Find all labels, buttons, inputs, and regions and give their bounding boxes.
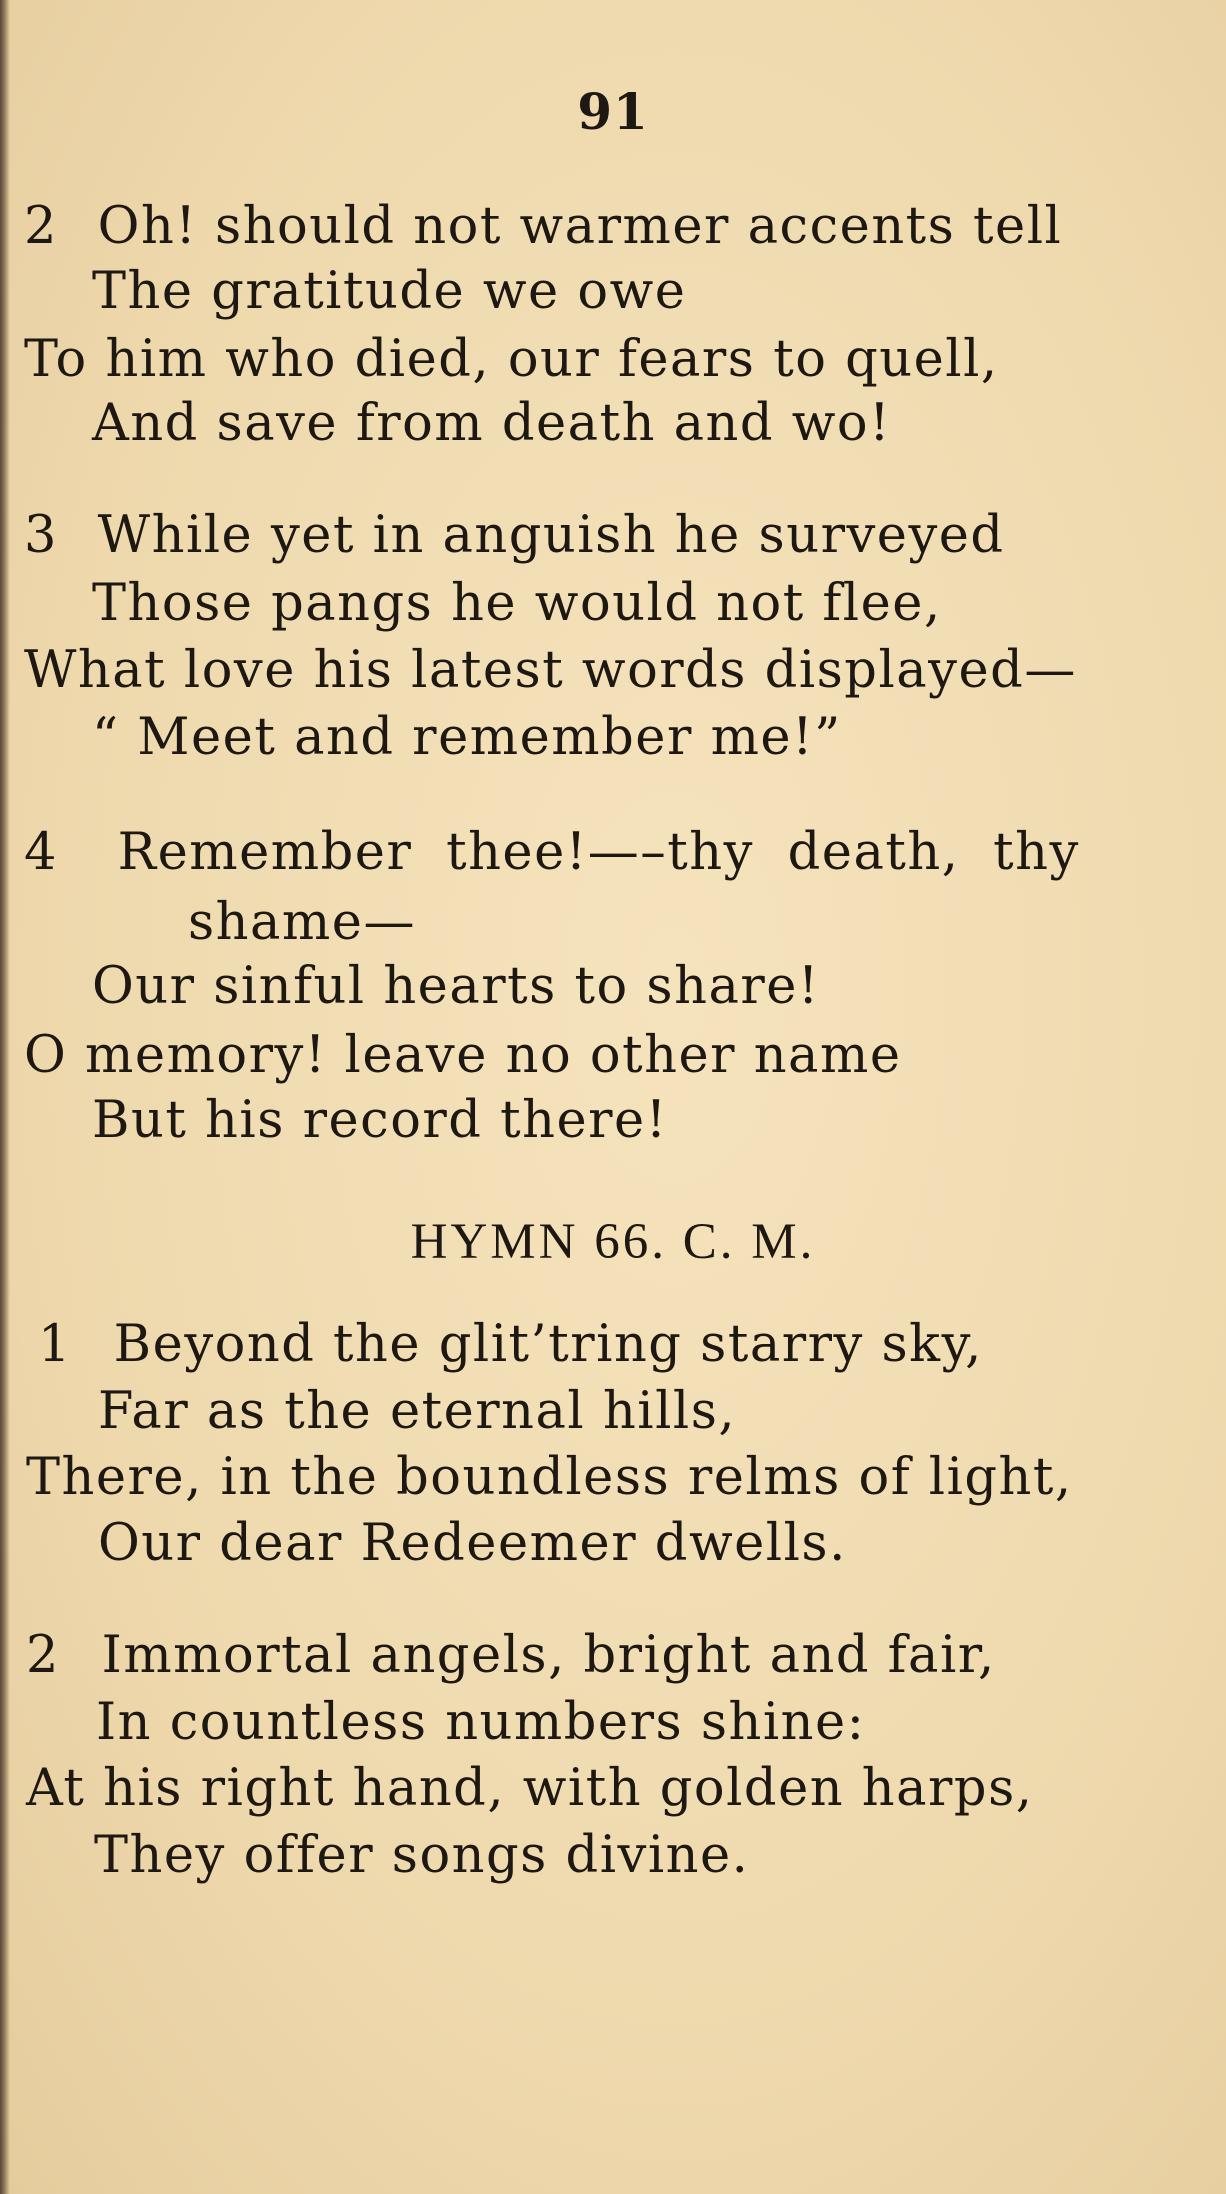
verse-line: In countless numbers shine: (96, 1693, 866, 1752)
verse-line: Those pangs he would not flee, (92, 574, 942, 633)
verse-line: There, in the boundless relms of light, (26, 1448, 1073, 1507)
verse-line (24, 197, 1063, 256)
verse-line-text: While yet in anguish he surveyed (97, 506, 1005, 565)
verse-number: 3 (24, 506, 58, 565)
verse-line: But his record there! (92, 1091, 668, 1150)
verse-line: shame— (188, 893, 416, 952)
verse-line (38, 1315, 983, 1374)
verse-line: What love his latest words displayed— (24, 641, 1077, 700)
verse-line: “ Meet and remember me!” (92, 708, 842, 767)
verse-line: To him who died, our fears to quell, (24, 330, 999, 389)
verse-line: They offer songs divine. (94, 1826, 750, 1885)
verse-line: And save from death and wo! (92, 394, 892, 453)
verse-line: O memory! leave no other name (24, 1026, 902, 1085)
verse-line (24, 823, 1080, 882)
verse-line (26, 1626, 996, 1685)
verse-number: 2 (26, 1626, 60, 1685)
verse-line-text: Remember thee!—–thy death, thy (117, 823, 1080, 882)
verse-number: 1 (38, 1315, 72, 1374)
verse-line-text: Beyond the glit’tring starry sky, (113, 1315, 983, 1374)
verse-line: Our dear Redeemer dwells. (98, 1514, 847, 1573)
verse-line: Far as the eternal hills, (98, 1382, 737, 1441)
page-binding-edge (0, 0, 10, 2194)
page-number: 91 (577, 82, 649, 141)
verse-line: The gratitude we owe (92, 262, 687, 321)
verse-line: Our sinful hearts to share! (92, 957, 820, 1016)
verse-line: At his right hand, with golden harps, (26, 1759, 1034, 1818)
verse-number: 2 (24, 197, 58, 256)
hymn-title: HYMN 66. C. M. (410, 1214, 816, 1270)
verse-line (24, 506, 1005, 565)
verse-line-text: Immortal angels, bright and fair, (101, 1626, 996, 1685)
verse-line-text: Oh! should not warmer accents tell (97, 197, 1063, 256)
verse-number: 4 (24, 823, 58, 882)
